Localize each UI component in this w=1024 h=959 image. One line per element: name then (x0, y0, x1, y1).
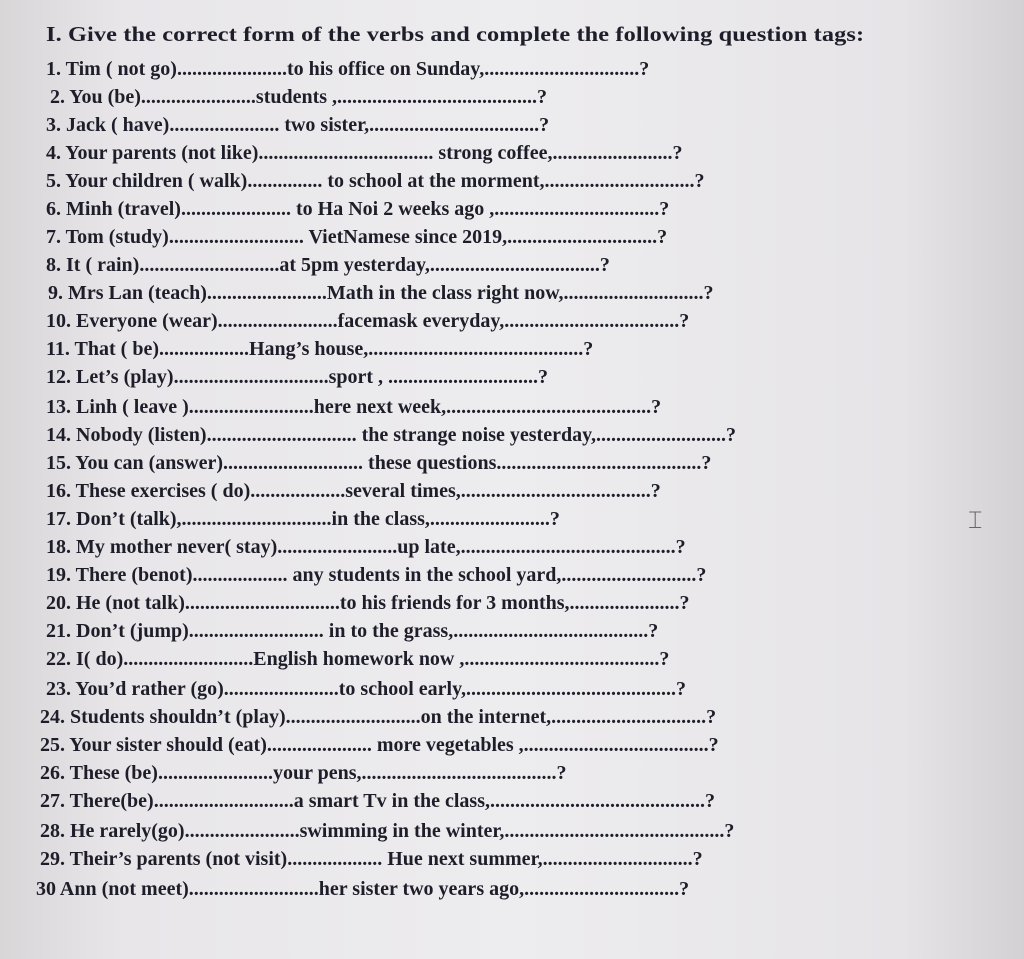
exercise-item-5: 5. Your children ( walk)............... to school at the morment,..............................? (46, 170, 705, 192)
exercise-item-12: 12. Let’s (play)...............................sport , ..............................? (46, 366, 549, 388)
exercise-item-1: 1. Tim ( not go)......................to his office on Sunday,...............................? (46, 58, 650, 80)
exercise-item-22: 22. I( do)..........................English homework now ,.......................................? (46, 648, 670, 670)
exercise-item-18: 18. My mother never( stay)........................up late,...........................................? (46, 536, 686, 558)
exercise-item-16: 16. These exercises ( do)...................several times,......................................? (46, 480, 661, 502)
exercise-item-14: 14. Nobody (listen).............................. the strange noise yesterday,..........................? (46, 424, 736, 446)
exercise-title: I. Give the correct form of the verbs and complete the following question tags: (46, 22, 865, 46)
exercise-item-30: 30 Ann (not meet)..........................her sister two years ago,...............................? (36, 878, 690, 900)
exercise-item-10: 10. Everyone (wear)........................facemask everyday,...................................? (46, 310, 690, 332)
exercise-item-3: 3. Jack ( have)...................... two sister,..................................? (46, 114, 550, 136)
text-cursor-icon: ⌶ (968, 506, 983, 534)
exercise-item-2: 2. You (be).......................students ,........................................? (50, 86, 548, 108)
exercise-item-26: 26. These (be).......................your pens,.......................................? (40, 762, 567, 784)
exercise-item-20: 20. He (not talk)...............................to his friends for 3 months,......................? (46, 592, 690, 614)
exercise-item-25: 25. Your sister should (eat)..................... more vegetables ,.....................................? (40, 734, 719, 756)
exercise-item-8: 8. It ( rain)............................at 5pm yesterday,..................................? (46, 254, 610, 276)
exercise-item-29: 29. Their’s parents (not visit)................... Hue next summer,..............................? (40, 848, 703, 870)
exercise-item-19: 19. There (benot)................... any students in the school yard,...........................? (46, 564, 707, 586)
exercise-item-4: 4. Your parents (not like)................................... strong coffee,........................? (46, 142, 683, 164)
exercise-item-9: 9. Mrs Lan (teach)........................Math in the class right now,............................? (48, 282, 714, 304)
exercise-item-28: 28. He rarely(go).......................swimming in the winter,............................................? (40, 820, 735, 842)
exercise-item-27: 27. There(be)............................a smart Tv in the class,...........................................? (40, 790, 715, 812)
exercise-item-11: 11. That ( be)..................Hang’s house,...........................................? (46, 338, 594, 360)
exercise-item-21: 21. Don’t (jump)........................... in to the grass,.......................................? (46, 620, 659, 642)
exercise-item-15: 15. You can (answer)............................ these questions.........................................? (46, 452, 712, 474)
exercise-item-13: 13. Linh ( leave ).........................here next week,.........................................? (46, 396, 662, 418)
exercise-item-17: 17. Don’t (talk),..............................in the class,........................? (46, 508, 560, 530)
exercise-item-6: 6. Minh (travel)...................... to Ha Noi 2 weeks ago ,.................................? (46, 198, 670, 220)
exercise-item-23: 23. You’d rather (go).......................to school early,..........................................? (46, 678, 686, 700)
exercise-item-7: 7. Tom (study)........................... VietNamese since 2019,..............................? (46, 226, 668, 248)
exercise-item-24: 24. Students shouldn’t (play)...........................on the internet,...............................? (40, 706, 717, 728)
